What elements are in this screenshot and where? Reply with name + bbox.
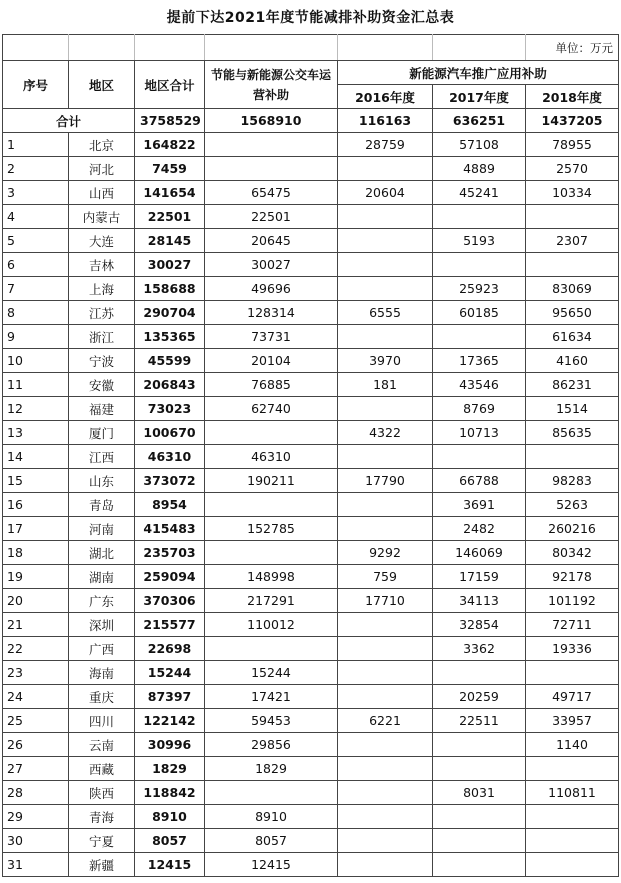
header-2016: 2016年度 bbox=[338, 85, 433, 109]
bus-subsidy-cell bbox=[205, 637, 338, 661]
table-row bbox=[3, 685, 619, 709]
region-total-cell: 370306 bbox=[135, 589, 205, 613]
y2017-cell bbox=[433, 853, 526, 877]
seq-cell: 4 bbox=[3, 205, 69, 229]
y2016-cell bbox=[338, 661, 433, 685]
y2016-cell bbox=[338, 805, 433, 829]
y2016-cell bbox=[338, 733, 433, 757]
y2016-cell: 6221 bbox=[338, 709, 433, 733]
y2017-cell: 22511 bbox=[433, 709, 526, 733]
y2018-cell bbox=[526, 805, 619, 829]
region-cell: 湖南 bbox=[69, 565, 135, 589]
region-total-cell: 122142 bbox=[135, 709, 205, 733]
region-cell: 海南 bbox=[69, 661, 135, 685]
region-total-cell: 164822 bbox=[135, 133, 205, 157]
total-2018: 1437205 bbox=[526, 109, 619, 133]
region-cell: 厦门 bbox=[69, 421, 135, 445]
region-cell: 山东 bbox=[69, 469, 135, 493]
region-cell: 西藏 bbox=[69, 757, 135, 781]
y2016-cell bbox=[338, 757, 433, 781]
y2017-cell: 25923 bbox=[433, 277, 526, 301]
seq-cell: 9 bbox=[3, 325, 69, 349]
table-row bbox=[3, 541, 619, 565]
table-row bbox=[3, 133, 619, 157]
table-row bbox=[3, 805, 619, 829]
y2017-cell: 3362 bbox=[433, 637, 526, 661]
bus-subsidy-cell: 62740 bbox=[205, 397, 338, 421]
region-total-cell: 158688 bbox=[135, 277, 205, 301]
region-total-cell: 22501 bbox=[135, 205, 205, 229]
y2017-cell bbox=[433, 805, 526, 829]
seq-cell: 2 bbox=[3, 157, 69, 181]
bus-subsidy-cell: 30027 bbox=[205, 253, 338, 277]
y2018-cell: 19336 bbox=[526, 637, 619, 661]
y2017-cell: 60185 bbox=[433, 301, 526, 325]
table-row bbox=[3, 829, 619, 853]
y2018-cell: 61634 bbox=[526, 325, 619, 349]
y2018-cell: 86231 bbox=[526, 373, 619, 397]
table-body bbox=[3, 35, 619, 877]
region-cell: 上海 bbox=[69, 277, 135, 301]
total-2016: 116163 bbox=[338, 109, 433, 133]
region-cell: 福建 bbox=[69, 397, 135, 421]
bus-subsidy-cell: 49696 bbox=[205, 277, 338, 301]
table-row bbox=[3, 613, 619, 637]
y2016-cell bbox=[338, 277, 433, 301]
bus-subsidy-cell: 128314 bbox=[205, 301, 338, 325]
region-total-cell: 118842 bbox=[135, 781, 205, 805]
bus-subsidy-cell bbox=[205, 421, 338, 445]
region-total-cell: 46310 bbox=[135, 445, 205, 469]
table-row bbox=[3, 181, 619, 205]
seq-cell: 8 bbox=[3, 301, 69, 325]
region-cell: 云南 bbox=[69, 733, 135, 757]
bus-subsidy-cell: 76885 bbox=[205, 373, 338, 397]
seq-cell: 17 bbox=[3, 517, 69, 541]
y2017-cell: 5193 bbox=[433, 229, 526, 253]
bus-subsidy-cell bbox=[205, 541, 338, 565]
y2018-cell: 92178 bbox=[526, 565, 619, 589]
region-total-cell: 1829 bbox=[135, 757, 205, 781]
table-row bbox=[3, 325, 619, 349]
seq-cell: 24 bbox=[3, 685, 69, 709]
y2017-cell: 66788 bbox=[433, 469, 526, 493]
y2016-cell: 6555 bbox=[338, 301, 433, 325]
y2017-cell: 17365 bbox=[433, 349, 526, 373]
y2018-cell: 33957 bbox=[526, 709, 619, 733]
y2018-cell: 101192 bbox=[526, 589, 619, 613]
region-total-cell: 235703 bbox=[135, 541, 205, 565]
seq-cell: 26 bbox=[3, 733, 69, 757]
region-total-cell: 415483 bbox=[135, 517, 205, 541]
y2016-cell bbox=[338, 685, 433, 709]
seq-cell: 7 bbox=[3, 277, 69, 301]
header-2017: 2017年度 bbox=[433, 85, 526, 109]
table-row bbox=[3, 205, 619, 229]
table-row bbox=[3, 637, 619, 661]
unit-label: 单位：万元 bbox=[526, 35, 619, 61]
bus-subsidy-cell: 8057 bbox=[205, 829, 338, 853]
table-row bbox=[3, 589, 619, 613]
y2018-cell: 2307 bbox=[526, 229, 619, 253]
y2018-cell bbox=[526, 661, 619, 685]
table-row bbox=[3, 565, 619, 589]
y2018-cell: 80342 bbox=[526, 541, 619, 565]
y2016-cell: 17710 bbox=[338, 589, 433, 613]
y2018-cell bbox=[526, 253, 619, 277]
bus-subsidy-cell: 8910 bbox=[205, 805, 338, 829]
region-cell: 宁波 bbox=[69, 349, 135, 373]
header-bus-subsidy: 节能与新能源公交车运营补助 bbox=[205, 61, 338, 109]
header-row-1 bbox=[3, 61, 619, 85]
y2018-cell bbox=[526, 757, 619, 781]
bus-subsidy-cell: 190211 bbox=[205, 469, 338, 493]
region-total-cell: 290704 bbox=[135, 301, 205, 325]
region-cell: 河北 bbox=[69, 157, 135, 181]
y2017-cell bbox=[433, 325, 526, 349]
header-seq: 序号 bbox=[3, 61, 69, 109]
seq-cell: 29 bbox=[3, 805, 69, 829]
y2017-cell bbox=[433, 661, 526, 685]
region-cell: 内蒙古 bbox=[69, 205, 135, 229]
y2016-cell: 28759 bbox=[338, 133, 433, 157]
y2018-cell: 85635 bbox=[526, 421, 619, 445]
seq-cell: 1 bbox=[3, 133, 69, 157]
region-total-cell: 215577 bbox=[135, 613, 205, 637]
seq-cell: 28 bbox=[3, 781, 69, 805]
bus-subsidy-cell: 110012 bbox=[205, 613, 338, 637]
bus-subsidy-cell: 20104 bbox=[205, 349, 338, 373]
blank-cell bbox=[69, 35, 135, 61]
region-total-cell: 30996 bbox=[135, 733, 205, 757]
seq-cell: 18 bbox=[3, 541, 69, 565]
y2016-cell bbox=[338, 229, 433, 253]
seq-cell: 6 bbox=[3, 253, 69, 277]
region-total-cell: 22698 bbox=[135, 637, 205, 661]
table-row bbox=[3, 781, 619, 805]
seq-cell: 11 bbox=[3, 373, 69, 397]
y2018-cell: 49717 bbox=[526, 685, 619, 709]
y2016-cell: 9292 bbox=[338, 541, 433, 565]
y2018-cell: 260216 bbox=[526, 517, 619, 541]
header-region: 地区 bbox=[69, 61, 135, 109]
bus-subsidy-cell: 12415 bbox=[205, 853, 338, 877]
y2017-cell: 32854 bbox=[433, 613, 526, 637]
table-row bbox=[3, 445, 619, 469]
bus-subsidy-cell bbox=[205, 493, 338, 517]
y2016-cell bbox=[338, 781, 433, 805]
region-total-cell: 259094 bbox=[135, 565, 205, 589]
table-row bbox=[3, 733, 619, 757]
table-row bbox=[3, 397, 619, 421]
table-row bbox=[3, 373, 619, 397]
blank-cell bbox=[433, 35, 526, 61]
y2017-cell bbox=[433, 253, 526, 277]
region-cell: 江苏 bbox=[69, 301, 135, 325]
y2016-cell bbox=[338, 205, 433, 229]
bus-subsidy-cell: 65475 bbox=[205, 181, 338, 205]
seq-cell: 31 bbox=[3, 853, 69, 877]
y2017-cell: 8031 bbox=[433, 781, 526, 805]
y2017-cell: 20259 bbox=[433, 685, 526, 709]
bus-subsidy-cell bbox=[205, 781, 338, 805]
y2017-cell: 17159 bbox=[433, 565, 526, 589]
y2016-cell: 181 bbox=[338, 373, 433, 397]
bus-subsidy-cell bbox=[205, 157, 338, 181]
subsidy-table bbox=[2, 34, 619, 877]
bus-subsidy-cell: 15244 bbox=[205, 661, 338, 685]
region-cell: 深圳 bbox=[69, 613, 135, 637]
y2017-cell: 8769 bbox=[433, 397, 526, 421]
bus-subsidy-cell: 29856 bbox=[205, 733, 338, 757]
table-row bbox=[3, 853, 619, 877]
y2016-cell bbox=[338, 853, 433, 877]
y2016-cell: 20604 bbox=[338, 181, 433, 205]
region-cell: 广西 bbox=[69, 637, 135, 661]
seq-cell: 13 bbox=[3, 421, 69, 445]
y2017-cell: 3691 bbox=[433, 493, 526, 517]
y2016-cell bbox=[338, 445, 433, 469]
region-cell: 吉林 bbox=[69, 253, 135, 277]
unit-row bbox=[3, 35, 619, 61]
y2018-cell: 1140 bbox=[526, 733, 619, 757]
y2018-cell: 4160 bbox=[526, 349, 619, 373]
y2018-cell: 2570 bbox=[526, 157, 619, 181]
region-total-cell: 373072 bbox=[135, 469, 205, 493]
bus-subsidy-cell: 148998 bbox=[205, 565, 338, 589]
region-cell: 大连 bbox=[69, 229, 135, 253]
seq-cell: 20 bbox=[3, 589, 69, 613]
total-row bbox=[3, 109, 619, 133]
region-total-cell: 28145 bbox=[135, 229, 205, 253]
region-cell: 重庆 bbox=[69, 685, 135, 709]
y2017-cell: 45241 bbox=[433, 181, 526, 205]
bus-subsidy-cell: 152785 bbox=[205, 517, 338, 541]
y2016-cell bbox=[338, 493, 433, 517]
y2018-cell: 5263 bbox=[526, 493, 619, 517]
y2018-cell: 98283 bbox=[526, 469, 619, 493]
table-row bbox=[3, 517, 619, 541]
table-row bbox=[3, 349, 619, 373]
table-row bbox=[3, 661, 619, 685]
region-total-cell: 141654 bbox=[135, 181, 205, 205]
region-cell: 广东 bbox=[69, 589, 135, 613]
region-cell: 山西 bbox=[69, 181, 135, 205]
region-total-cell: 15244 bbox=[135, 661, 205, 685]
table-row bbox=[3, 301, 619, 325]
bus-subsidy-cell: 1829 bbox=[205, 757, 338, 781]
region-cell: 河南 bbox=[69, 517, 135, 541]
table-row bbox=[3, 157, 619, 181]
y2018-cell bbox=[526, 853, 619, 877]
y2017-cell bbox=[433, 733, 526, 757]
y2018-cell bbox=[526, 205, 619, 229]
region-cell: 宁夏 bbox=[69, 829, 135, 853]
y2017-cell: 34113 bbox=[433, 589, 526, 613]
y2016-cell bbox=[338, 613, 433, 637]
header-2018: 2018年度 bbox=[526, 85, 619, 109]
y2016-cell bbox=[338, 397, 433, 421]
document-title: 提前下达2021年度节能减排补助资金汇总表 bbox=[166, 10, 455, 26]
y2016-cell: 4322 bbox=[338, 421, 433, 445]
y2017-cell: 57108 bbox=[433, 133, 526, 157]
bus-subsidy-cell: 73731 bbox=[205, 325, 338, 349]
region-total-cell: 8057 bbox=[135, 829, 205, 853]
y2018-cell: 83069 bbox=[526, 277, 619, 301]
y2016-cell bbox=[338, 637, 433, 661]
region-total-cell: 7459 bbox=[135, 157, 205, 181]
table-row bbox=[3, 229, 619, 253]
y2016-cell bbox=[338, 517, 433, 541]
blank-cell bbox=[3, 35, 69, 61]
y2017-cell bbox=[433, 829, 526, 853]
y2017-cell bbox=[433, 445, 526, 469]
region-cell: 青海 bbox=[69, 805, 135, 829]
bus-subsidy-cell: 217291 bbox=[205, 589, 338, 613]
blank-cell bbox=[338, 35, 433, 61]
y2018-cell: 95650 bbox=[526, 301, 619, 325]
y2017-cell: 4889 bbox=[433, 157, 526, 181]
region-total-cell: 30027 bbox=[135, 253, 205, 277]
blank-cell bbox=[135, 35, 205, 61]
bus-subsidy-cell: 46310 bbox=[205, 445, 338, 469]
seq-cell: 10 bbox=[3, 349, 69, 373]
y2016-cell bbox=[338, 253, 433, 277]
table-row bbox=[3, 469, 619, 493]
y2016-cell: 3970 bbox=[338, 349, 433, 373]
seq-cell: 25 bbox=[3, 709, 69, 733]
total-region-total: 3758529 bbox=[135, 109, 205, 133]
region-total-cell: 8954 bbox=[135, 493, 205, 517]
y2018-cell: 1514 bbox=[526, 397, 619, 421]
y2018-cell: 78955 bbox=[526, 133, 619, 157]
region-cell: 青岛 bbox=[69, 493, 135, 517]
bus-subsidy-cell: 59453 bbox=[205, 709, 338, 733]
y2017-cell: 2482 bbox=[433, 517, 526, 541]
seq-cell: 30 bbox=[3, 829, 69, 853]
region-cell: 江西 bbox=[69, 445, 135, 469]
y2016-cell bbox=[338, 157, 433, 181]
region-cell: 安徽 bbox=[69, 373, 135, 397]
table-row bbox=[3, 709, 619, 733]
seq-cell: 5 bbox=[3, 229, 69, 253]
bus-subsidy-cell: 20645 bbox=[205, 229, 338, 253]
seq-cell: 12 bbox=[3, 397, 69, 421]
table-row bbox=[3, 277, 619, 301]
header-region-total: 地区合计 bbox=[135, 61, 205, 109]
region-total-cell: 206843 bbox=[135, 373, 205, 397]
seq-cell: 27 bbox=[3, 757, 69, 781]
y2016-cell bbox=[338, 829, 433, 853]
y2017-cell bbox=[433, 205, 526, 229]
y2017-cell: 146069 bbox=[433, 541, 526, 565]
total-2017: 636251 bbox=[433, 109, 526, 133]
region-total-cell: 100670 bbox=[135, 421, 205, 445]
header-nev-group: 新能源汽车推广应用补助 bbox=[338, 61, 619, 85]
bus-subsidy-cell bbox=[205, 133, 338, 157]
bus-subsidy-cell: 22501 bbox=[205, 205, 338, 229]
region-cell: 北京 bbox=[69, 133, 135, 157]
y2016-cell: 17790 bbox=[338, 469, 433, 493]
y2017-cell bbox=[433, 757, 526, 781]
y2018-cell bbox=[526, 445, 619, 469]
seq-cell: 19 bbox=[3, 565, 69, 589]
region-total-cell: 8910 bbox=[135, 805, 205, 829]
y2018-cell bbox=[526, 829, 619, 853]
region-cell: 浙江 bbox=[69, 325, 135, 349]
seq-cell: 23 bbox=[3, 661, 69, 685]
seq-cell: 14 bbox=[3, 445, 69, 469]
total-label: 合计 bbox=[3, 109, 135, 133]
y2018-cell: 110811 bbox=[526, 781, 619, 805]
region-total-cell: 73023 bbox=[135, 397, 205, 421]
region-cell: 湖北 bbox=[69, 541, 135, 565]
table-row bbox=[3, 421, 619, 445]
table-row bbox=[3, 757, 619, 781]
table-row bbox=[3, 253, 619, 277]
y2018-cell: 10334 bbox=[526, 181, 619, 205]
bus-subsidy-cell: 17421 bbox=[205, 685, 338, 709]
total-bus: 1568910 bbox=[205, 109, 338, 133]
region-cell: 四川 bbox=[69, 709, 135, 733]
region-total-cell: 12415 bbox=[135, 853, 205, 877]
region-total-cell: 135365 bbox=[135, 325, 205, 349]
seq-cell: 3 bbox=[3, 181, 69, 205]
seq-cell: 22 bbox=[3, 637, 69, 661]
seq-cell: 21 bbox=[3, 613, 69, 637]
seq-cell: 16 bbox=[3, 493, 69, 517]
region-cell: 新疆 bbox=[69, 853, 135, 877]
table-row bbox=[3, 493, 619, 517]
y2016-cell: 759 bbox=[338, 565, 433, 589]
region-total-cell: 45599 bbox=[135, 349, 205, 373]
blank-cell bbox=[205, 35, 338, 61]
y2017-cell: 43546 bbox=[433, 373, 526, 397]
seq-cell: 15 bbox=[3, 469, 69, 493]
y2017-cell: 10713 bbox=[433, 421, 526, 445]
y2016-cell bbox=[338, 325, 433, 349]
region-cell: 陕西 bbox=[69, 781, 135, 805]
region-total-cell: 87397 bbox=[135, 685, 205, 709]
y2018-cell: 72711 bbox=[526, 613, 619, 637]
